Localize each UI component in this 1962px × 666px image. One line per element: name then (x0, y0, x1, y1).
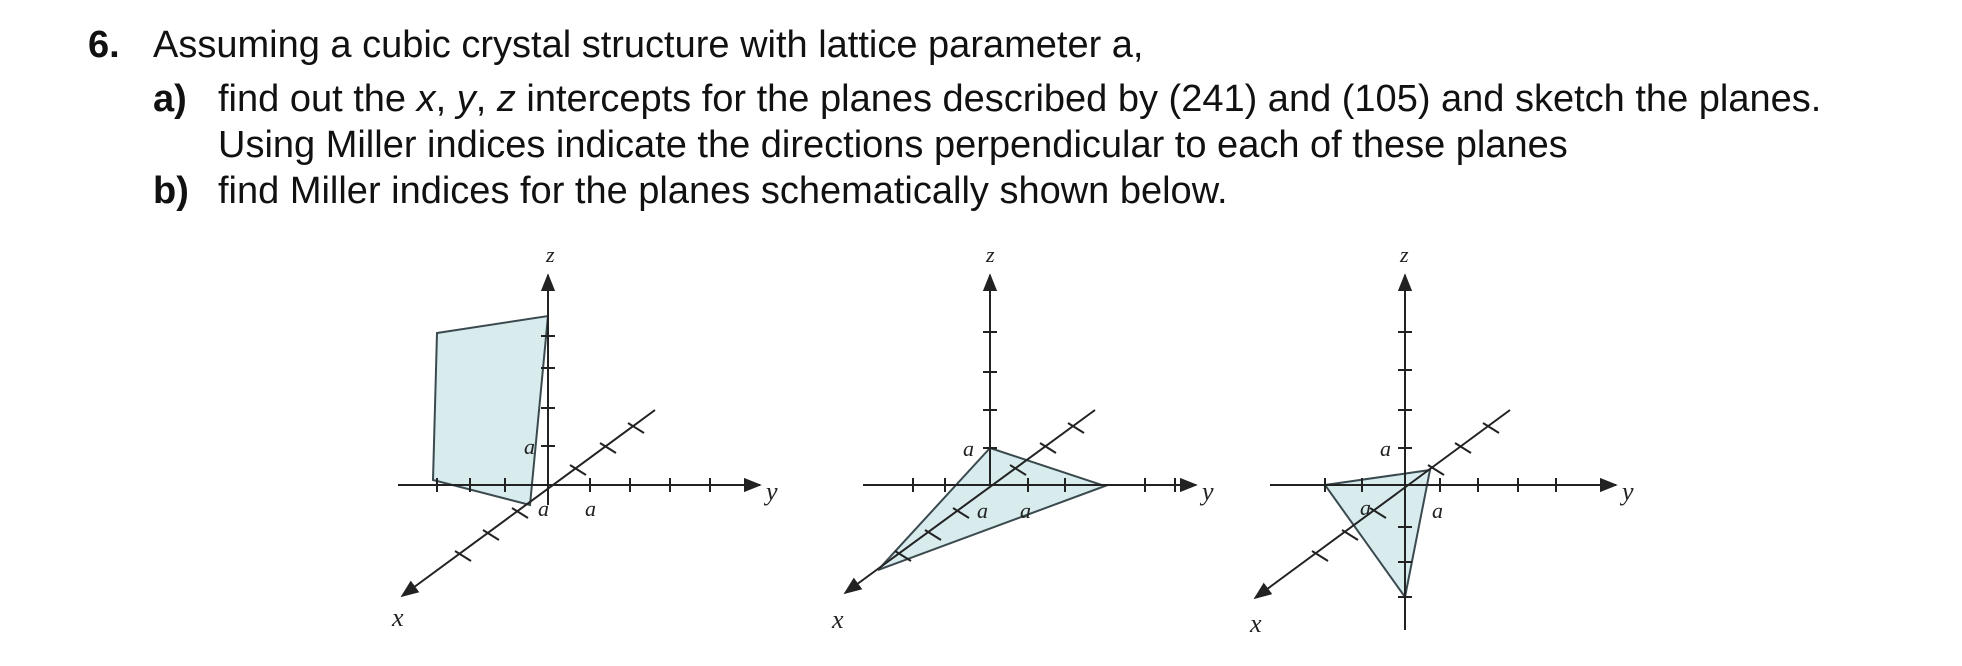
figure-1-y-label: y (766, 477, 778, 506)
figure-1-tick-label-x: a (538, 496, 549, 521)
figure-2-z-label: z (986, 242, 995, 267)
part-a-label: a) (153, 78, 187, 120)
figure-2-y-label: y (1202, 477, 1214, 506)
figure-3-tick-label-y: a (1432, 498, 1443, 523)
part-b-label: b) (153, 170, 189, 212)
question-stem: Assuming a cubic crystal structure with lattice parameter a, (153, 24, 1144, 66)
figure-1-plane (433, 316, 548, 505)
figure-1 (391, 242, 778, 632)
figure-1-tick-label-z: a (524, 434, 535, 459)
figure-2-plane (878, 448, 1105, 570)
figure-2-x-label: x (832, 605, 844, 634)
figure-1-x-label: x (392, 603, 404, 632)
figure-3-z-label: z (1400, 242, 1409, 267)
figure-2-tick-label-y: a (1020, 498, 1031, 523)
part-a-text-2: Using Miller indices indicate the directions perpendicular to each of these planes (218, 124, 1568, 166)
figure-2 (831, 242, 1214, 634)
figure-3 (1249, 242, 1634, 638)
part-b-text: find Miller indices for the planes schematically shown below. (218, 170, 1228, 212)
figure-3-plane (1325, 470, 1430, 597)
figure-3-ticks (1312, 332, 1556, 597)
figure-3-tick-label-x: a (1360, 495, 1371, 520)
part-a-text: find out the x, y, z intercepts for the planes described by (241) and (105) and sketch the planes. (218, 78, 1822, 120)
figure-2-tick-label-x: a (977, 498, 988, 523)
figure-3-x-label: x (1250, 609, 1262, 638)
figure-2-tick-label-z: a (963, 436, 974, 461)
figure-1-z-label: z (546, 242, 555, 267)
figure-1-tick-label-y: a (585, 496, 596, 521)
figure-3-y-label: y (1622, 477, 1634, 506)
question-number: 6. (88, 24, 120, 66)
figure-3-tick-label-z: a (1380, 436, 1391, 461)
